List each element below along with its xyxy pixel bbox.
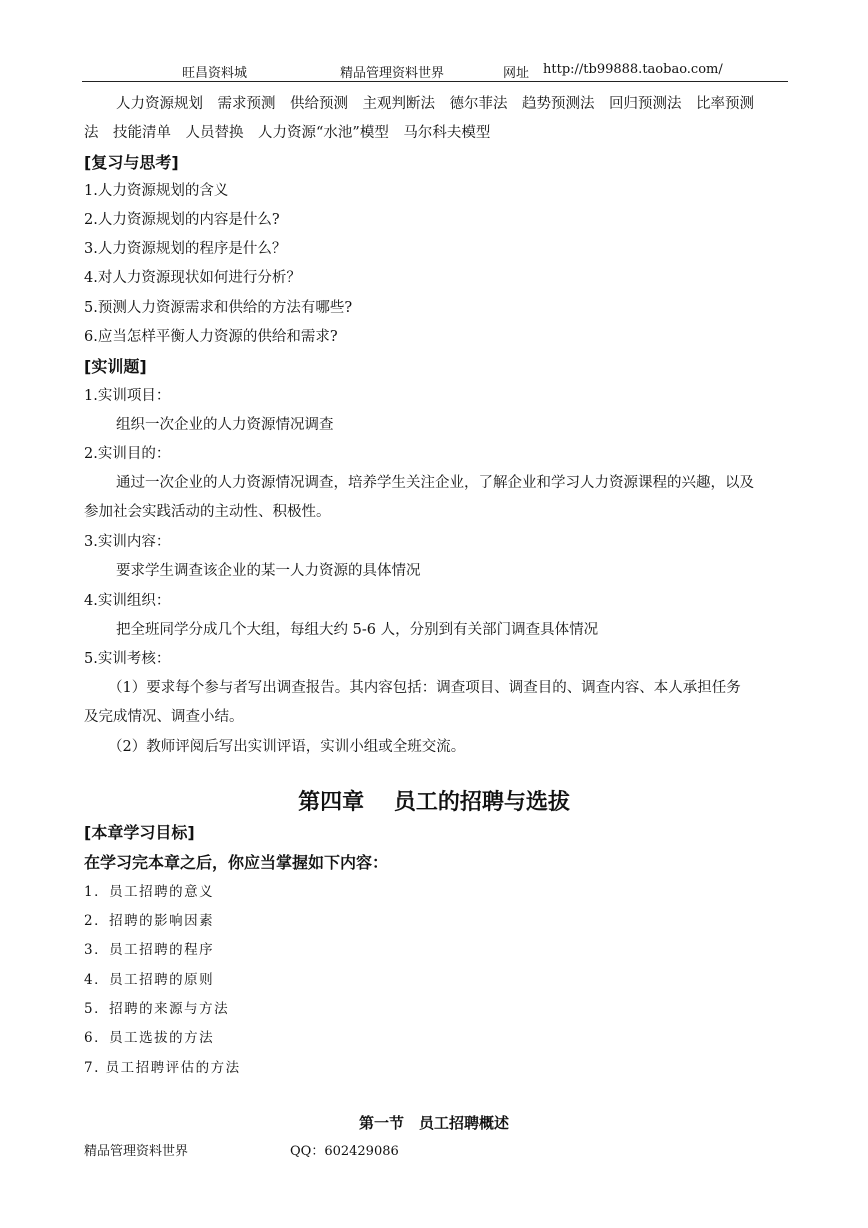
header-divider — [82, 81, 788, 82]
training-item-text: （1）要求每个参与者写出调查报告。其内容包括：调查项目、调查目的、调查内容、本人承担任务 — [108, 680, 741, 696]
footer-site-name: 精品管理资料世界 — [84, 1144, 189, 1159]
chapter-title: 第四章 员工的招聘与选拔 — [298, 790, 570, 815]
goal-item: 7. 员工招聘评估的方法 — [84, 1060, 241, 1076]
training-item-text: 通过一次企业的人力资源情况调查，培养学生关注企业，了解企业和学习人力资源课程的兴趣，以及 — [116, 475, 754, 491]
goals-heading: [本章学习目标] — [84, 823, 195, 842]
training-item-text: 参加社会实践活动的主动性、积极性。 — [84, 504, 331, 520]
training-item-label: 5.实训考核： — [84, 651, 171, 667]
footer-qq: QQ：602429086 — [290, 1144, 399, 1159]
goal-item: 6．员工选拔的方法 — [84, 1030, 215, 1046]
keywords-line-2: 法 技能清单 人员替换 人力资源“水池”模型 马尔科夫模型 — [84, 125, 491, 141]
review-question: 6.应当怎样平衡人力资源的供给和需求? — [84, 329, 338, 345]
section-title: 第一节 员工招聘概述 — [358, 1114, 509, 1132]
training-item-label: 3.实训内容： — [84, 534, 171, 550]
training-item-text: 及完成情况、调查小结。 — [84, 709, 244, 725]
training-item-text: 要求学生调查该企业的某一人力资源的具体情况 — [116, 563, 421, 579]
review-question: 3.人力资源规划的程序是什么？ — [84, 241, 287, 257]
keywords-line-1: 人力资源规划 需求预测 供给预测 主观判断法 德尔菲法 趋势预测法 回归预测法 比率预测 — [116, 96, 754, 112]
review-question: 4.对人力资源现状如何进行分析？ — [84, 270, 301, 286]
goal-item: 4．员工招聘的原则 — [84, 972, 215, 988]
header-url-link[interactable]: http://tb99888.taobao.com/ — [543, 62, 723, 77]
training-item-text: （2）教师评阅后写出实训评语，实训小组或全班交流。 — [108, 739, 466, 755]
goal-item: 3．员工招聘的程序 — [84, 942, 215, 958]
header-url-label: 网址 — [503, 66, 530, 81]
training-heading: [实训题] — [84, 357, 147, 376]
review-question: 2.人力资源规划的内容是什么? — [84, 212, 280, 228]
training-item-text: 组织一次企业的人力资源情况调查 — [116, 417, 334, 433]
header-site-name: 旺昌资料城 — [182, 66, 248, 81]
goal-item: 2．招聘的影响因素 — [84, 913, 215, 929]
training-item-label: 1.实训项目： — [84, 388, 171, 404]
goal-item: 5．招聘的来源与方法 — [84, 1001, 230, 1017]
review-question: 5.预测人力资源需求和供给的方法有哪些? — [84, 300, 353, 316]
review-question: 1.人力资源规划的含义 — [84, 183, 229, 199]
training-item-label: 2.实训目的： — [84, 446, 171, 462]
training-item-text: 把全班同学分成几个大组，每组大约 5-6 人，分别到有关部门调查具体情况 — [116, 622, 599, 638]
review-heading: [复习与思考] — [84, 153, 179, 172]
header-subtitle: 精品管理资料世界 — [340, 66, 445, 81]
goal-item: 1．员工招聘的意义 — [84, 884, 215, 900]
training-item-label: 4.实训组织： — [84, 593, 171, 609]
goals-intro: 在学习完本章之后，你应当掌握如下内容： — [84, 853, 389, 872]
